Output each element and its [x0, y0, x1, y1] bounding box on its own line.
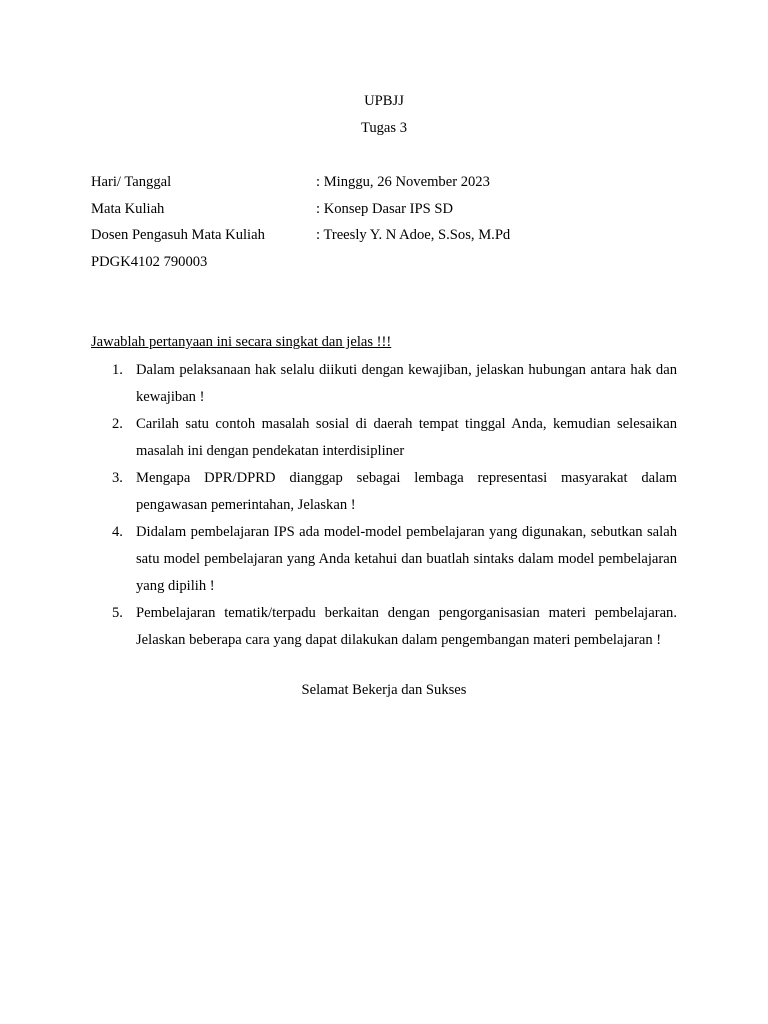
question-list — [91, 357, 677, 654]
info-label-course: Mata Kuliah — [91, 201, 165, 217]
info-row-lecturer — [91, 227, 691, 247]
question-item — [91, 519, 677, 600]
info-value-date: : Minggu, 26 November 2023 — [316, 174, 490, 190]
info-value-course: : Konsep Dasar IPS SD — [316, 201, 454, 217]
question-number: 3. — [112, 470, 123, 486]
info-label-lecturer: Dosen Pengasuh Mata Kuliah — [91, 227, 265, 243]
course-code: PDGK4102 790003 — [91, 254, 208, 270]
question-item — [91, 465, 677, 519]
instruction-text: Jawablah pertanyaan ini secara singkat dan jelas !!! — [91, 334, 392, 350]
info-row-course — [91, 201, 691, 221]
question-text: Carilah satu contoh masalah sosial di daerah tempat tinggal Anda, kemudian selesaikan masalah ini dengan pendekatan interdisipliner — [136, 416, 677, 459]
question-text: Dalam pelaksanaan hak selalu diikuti dengan kewajiban, jelaskan hubungan antara hak dan kewajiban ! — [136, 362, 677, 405]
question-item — [91, 357, 677, 411]
question-number: 5. — [112, 605, 123, 621]
info-label-date: Hari/ Tanggal — [91, 174, 172, 190]
header-upbjj: UPBJJ — [364, 93, 404, 109]
question-number: 4. — [112, 524, 123, 540]
question-text: Mengapa DPR/DPRD dianggap sebagai lembaga representasi masyarakat dalam pengawasan pemerintahan, Jelaskan ! — [136, 470, 677, 513]
info-value-lecturer: : Treesly Y. N Adoe, S.Sos, M.Pd — [316, 227, 511, 243]
question-number: 2. — [112, 416, 123, 432]
question-text: Didalam pembelajaran IPS ada model-model pembelajaran yang digunakan, sebutkan salah satu model pembelajaran yang Anda ketahui dan buatlah sintaks dalam model pembelajaran yang dipilih ! — [136, 524, 677, 594]
header-assignment: Tugas 3 — [360, 120, 408, 136]
closing-text: Selamat Bekerja dan Sukses — [301, 682, 467, 698]
question-item — [91, 600, 677, 654]
question-item — [91, 411, 677, 465]
info-row-date — [91, 174, 691, 194]
question-number: 1. — [112, 362, 123, 378]
question-text: Pembelajaran tematik/terpadu berkaitan dengan pengorganisasian materi pembelajaran. Jelaskan beberapa cara yang dapat dilakukan dalam pengembangan materi pembelajaran ! — [136, 605, 677, 648]
